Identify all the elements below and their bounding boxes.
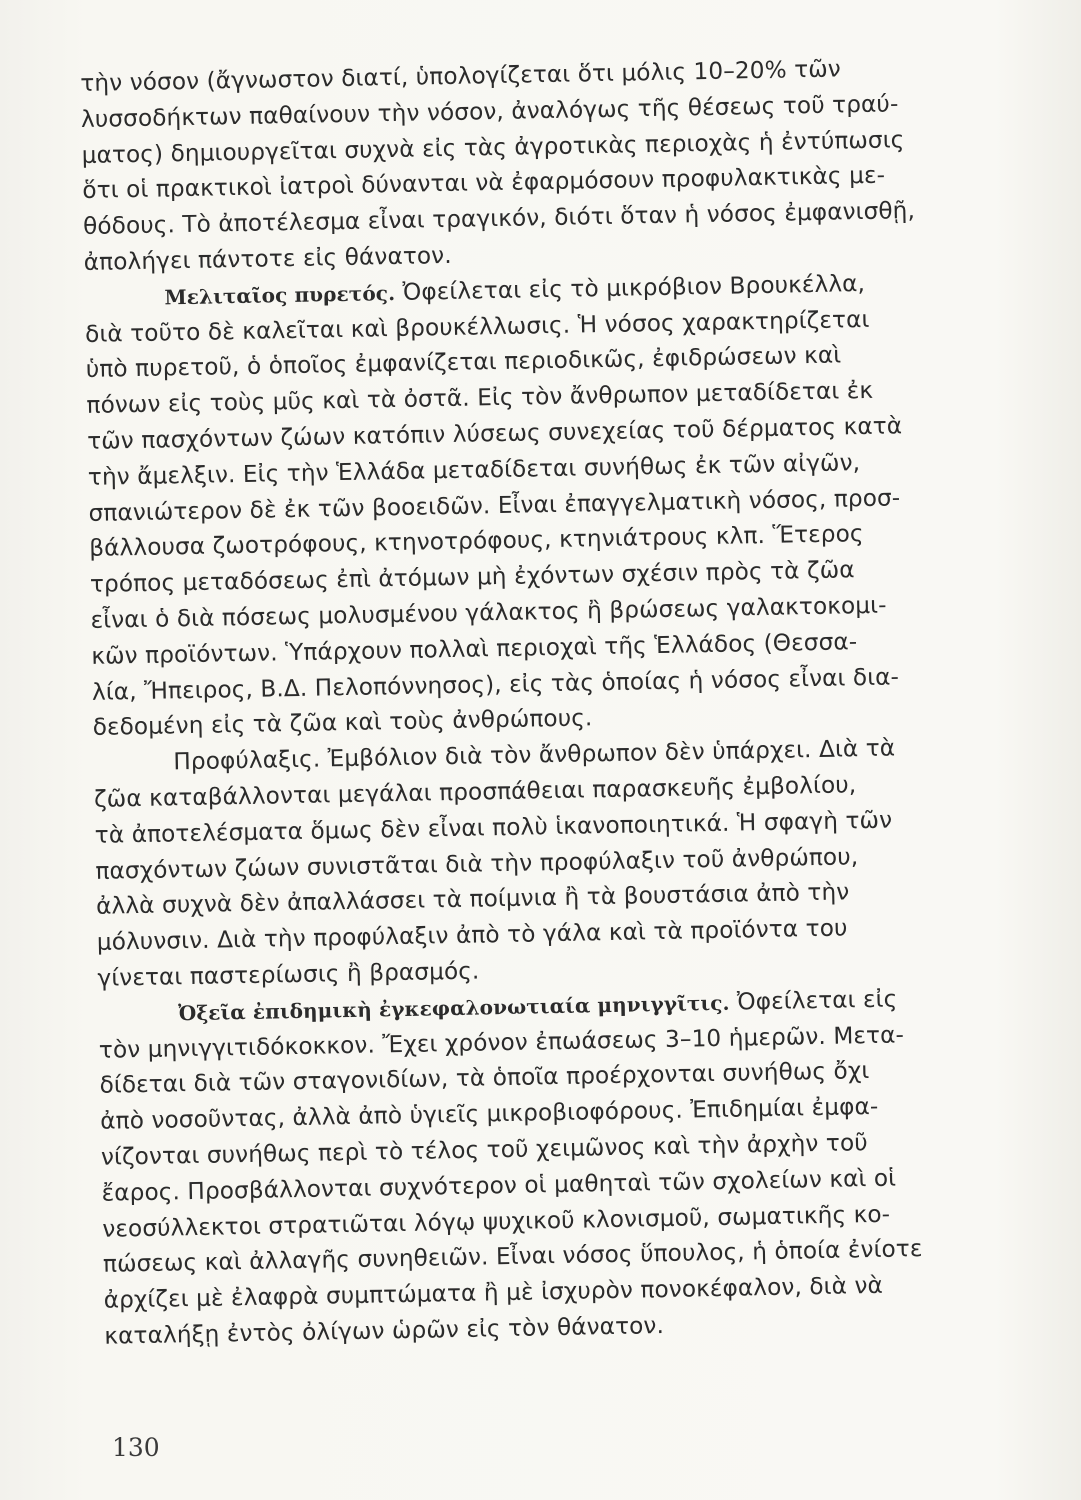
text-line: πόνων εἰς τοὺς μῦς καὶ τὰ ὀστᾶ. Εἰς τὸν ἄνθρωπον μεταδίδεται ἐκ <box>86 377 874 420</box>
text-line: ὅτι οἱ πρακτικοὶ ἰατροὶ δύνανται νὰ ἐφαρμόσουν προφυλακτικὰς με- <box>82 161 886 205</box>
body-text <box>80 49 1005 1355</box>
text-line: λυσσοδήκτων παθαίνουν τὴν νόσον, ἀναλόγως τῆς θέσεως τοῦ τραύ- <box>80 90 899 133</box>
text-line: πώσεως καὶ ἀλλαγῆς συνηθειῶν. Εἶναι νόσος ὕπουλος, ἡ ὁποία ἐνίοτε <box>102 1235 923 1279</box>
text-line: τὸν μηνιγγιτιδόκοκκον. Ἔχει χρόνον ἐπωάσεως 3–10 ἡμερῶν. Μετα- <box>98 1020 905 1064</box>
text-line: γίνεται παστερίωσις ἢ βρασμός. <box>97 957 480 992</box>
text-line: σπανιώτερον δὲ ἐκ τῶν βοοειδῶν. Εἶναι ἐπαγγελματικὴ νόσος, προσ- <box>88 483 901 527</box>
text-line: ἀπὸ νοσοῦντας, ἀλλὰ ἀπὸ ὑγιεῖς μικροβιοφόρους. Ἐπιδημίαι ἐμφα- <box>100 1092 879 1135</box>
text-line: εἶναι ὁ διὰ πόσεως μολυσμένου γάλακτος ἢ βρώσεως γαλακτοκομι- <box>90 591 887 634</box>
text-line: κῶν προϊόντων. Ὑπάρχουν πολλαὶ περιοχαὶ τῆς Ἑλλάδος (Θεσσα- <box>91 627 858 670</box>
section-heading-meningitis: Ὀξεῖα ἐπιδημικὴ ἐγκεφαλονωτιαία μηνιγγῖτις. <box>177 990 730 1026</box>
text-line: δεδομένη εἰς τὰ ζῶα καὶ τοὺς ἀνθρώπους. <box>92 704 593 742</box>
text-line: βάλλουσα ζωοτρόφους, κτηνοτρόφους, κτηνιάτρους κλπ. Ἕτερος <box>89 520 864 563</box>
text-line: διὰ τοῦτο δὲ καλεῖται καὶ βρουκέλλωσις. Ἡ νόσος χαρακτηρίζεται <box>84 305 870 348</box>
text-line: πασχόντων ζώων συνιστᾶται διὰ τὴν προφύλαξιν τοῦ ἀνθρώπου, <box>95 842 859 885</box>
text-line: καταλήξῃ ἐντὸς ὀλίγων ὡρῶν εἰς τὸν θάνατον. <box>104 1311 665 1350</box>
page-number: 130 <box>112 1433 160 1462</box>
text-line: ὑπὸ πυρετοῦ, ὁ ὁποῖος ἐμφανίζεται περιοδικῶς, ἐφιδρώσεων καὶ <box>85 341 842 384</box>
text-line: ἀρχίζει μὲ ἐλαφρὰ συμπτώματα ἢ μὲ ἰσχυρὸν πονοκέφαλον, διὰ νὰ <box>103 1271 884 1314</box>
text-line: ἔαρος. Προσβάλλονται συχνότερον οἱ μαθηταὶ τῶν σχολείων καὶ οἱ <box>101 1164 897 1207</box>
text-line: τῶν πασχόντων ζώων κατόπιν λύσεως συνεχείας τοῦ δέρματος κατὰ <box>86 412 903 455</box>
text-fragment: Ὀφείλεται εἰς τὸ μικρόβιον Βρουκέλλα, <box>394 269 866 306</box>
text-line: τρόπος μεταδόσεως ἐπὶ ἀτόμων μὴ ἐχόντων σχέσιν πρὸς τὰ ζῶα <box>89 556 855 599</box>
text-line: ματος) δημιουργεῖται συχνὰ εἰς τὰς ἀγροτικὰς περιοχὰς ἡ ἐντύπωσις <box>81 125 905 169</box>
text-line: δίδεται διὰ τῶν σταγονιδίων, τὰ ὁποῖα προέρχονται συνήθως ὄχι <box>99 1057 870 1100</box>
text-line: θόδους. Τὸ ἀποτέλεσμα εἶναι τραγικόν, διότι ὅταν ἡ νόσος ἐμφανισθῇ, <box>82 197 916 241</box>
text-fragment: Ὀφείλεται εἰς <box>729 985 898 1016</box>
text-line: ἀπολήγει πάντοτε εἰς θάνατον. <box>83 241 452 276</box>
text-line: τὴν ἄμελξιν. Εἰς τὴν Ἑλλάδα μεταδίδεται συνήθως ἐκ τῶν αἰγῶν, <box>87 448 861 491</box>
text-line: τὴν νόσον (ἄγνωστον διατί, ὑπολογίζεται ὅτι μόλις 10–20% τῶν <box>80 55 842 97</box>
text-line: μόλυνσιν. Διὰ τὴν προφύλαξιν ἀπὸ τὸ γάλα καὶ τὰ προϊόντα του <box>96 914 848 956</box>
text-line: νεοσύλλεκτοι στρατιῶται λόγῳ ψυχικοῦ κλονισμοῦ, σωματικῆς κο- <box>102 1200 891 1243</box>
text-line: ἀλλὰ συχνὰ δὲν ἀπαλλάσσει τὰ ποίμνια ἢ τὰ βουστάσια ἀπὸ τὴν <box>95 878 850 921</box>
section-heading-brucellosis: Μελιταῖος πυρετός. <box>164 280 396 310</box>
text-line: νίζονται συνήθως περὶ τὸ τέλος τοῦ χειμῶνος καὶ τὴν ἀρχὴν τοῦ <box>100 1128 868 1171</box>
text-line: τὰ ἀποτελέσματα ὅμως δὲν εἶναι πολὺ ἱκανοποιητικά. Ἡ σφαγὴ τῶν <box>94 806 893 849</box>
text-line: ζῶα καταβάλλονται μεγάλαι προσπάθειαι παρασκευῆς ἐμβολίου, <box>93 771 857 813</box>
paragraph-start-line: Προφύλαξις. Ἐμβόλιον διὰ τὸν ἄνθρωπον δὲν ὑπάρχει. Διὰ τὰ <box>173 734 896 776</box>
text-line: λία, Ἤπειρος, Β.Δ. Πελοπόννησος), εἰς τὰς ὁποίας ἡ νόσος εἶναι δια- <box>91 662 900 706</box>
